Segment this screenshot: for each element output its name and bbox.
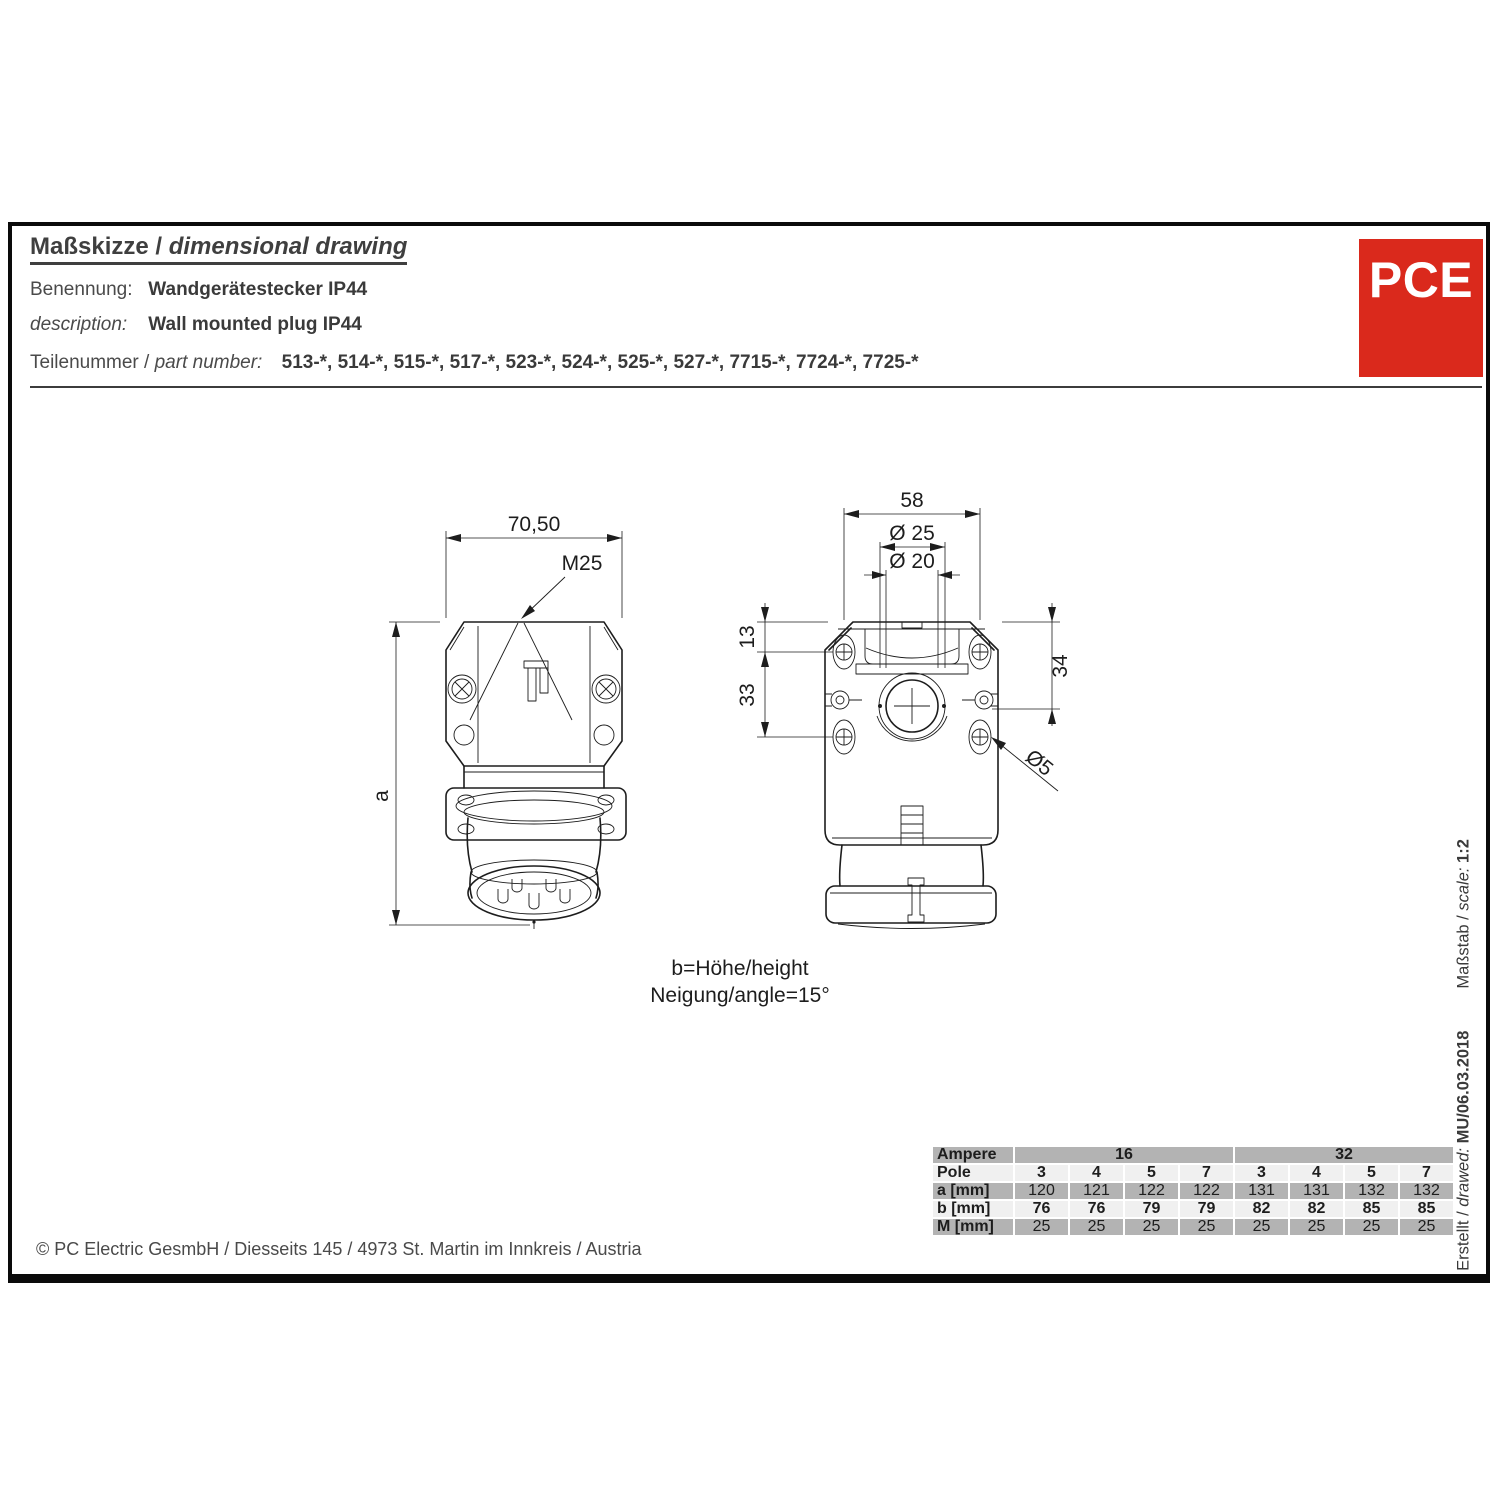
sheet-title-en: dimensional drawing bbox=[162, 233, 408, 260]
description-value: Wall mounted plug IP44 bbox=[148, 314, 362, 335]
name-label: Benennung: bbox=[30, 279, 133, 300]
front-view-drawing bbox=[370, 513, 626, 929]
scale-value: 1:2 bbox=[1454, 839, 1473, 863]
caption-height: b=Höhe/height bbox=[671, 957, 809, 980]
scale-label-en: scale: bbox=[1454, 862, 1473, 911]
table-cell: 4 bbox=[1070, 1165, 1123, 1181]
table-cell: 82 bbox=[1235, 1201, 1288, 1217]
part-number-label-de: Teilenummer / bbox=[30, 352, 155, 373]
table-label-a: a [mm] bbox=[933, 1183, 1013, 1199]
table-label-b: b [mm] bbox=[933, 1201, 1013, 1217]
table-cell: 76 bbox=[1015, 1201, 1068, 1217]
table-cell: 25 bbox=[1015, 1219, 1068, 1235]
created-label-en: drawed: bbox=[1454, 1143, 1473, 1207]
side-hole-dia-label: Ø5 bbox=[1020, 745, 1058, 781]
table-cell: 3 bbox=[1235, 1165, 1288, 1181]
part-number-value: 513-*, 514-*, 515-*, 517-*, 523-*, 524-*, 525-*, 527-*, 7715-*, 7724-*, 7725-* bbox=[281, 352, 919, 373]
table-cell: 25 bbox=[1235, 1219, 1288, 1235]
table-cell: 25 bbox=[1290, 1219, 1343, 1235]
pce-logo bbox=[1359, 239, 1483, 377]
table-row-b-mm bbox=[933, 1201, 1453, 1217]
part-number-row bbox=[30, 352, 919, 374]
side-slot-column-right bbox=[962, 635, 998, 754]
table-row-ampere bbox=[933, 1147, 1453, 1163]
side-width-dim-label: 58 bbox=[900, 489, 924, 512]
front-thread-dim-label: M25 bbox=[561, 552, 603, 575]
description-row bbox=[30, 314, 362, 336]
scale-label-de: Maßstab / bbox=[1454, 910, 1473, 989]
table-cell: 131 bbox=[1290, 1183, 1343, 1199]
table-cell: 3 bbox=[1015, 1165, 1068, 1181]
front-screw-right bbox=[592, 675, 620, 703]
table-cell: 79 bbox=[1125, 1201, 1178, 1217]
table-cell: 120 bbox=[1015, 1183, 1068, 1199]
table-row-pole bbox=[933, 1165, 1453, 1181]
table-cell: 25 bbox=[1070, 1219, 1123, 1235]
table-cell: 85 bbox=[1400, 1201, 1453, 1217]
table-cell: 25 bbox=[1180, 1219, 1233, 1235]
dimensions-table bbox=[931, 1145, 1455, 1237]
table-cell: 25 bbox=[1345, 1219, 1398, 1235]
side-outer-dia-label: Ø 25 bbox=[889, 522, 935, 545]
table-cell: 25 bbox=[1400, 1219, 1453, 1235]
name-row bbox=[30, 279, 367, 301]
description-label: description: bbox=[30, 314, 128, 335]
table-cell: 4 bbox=[1290, 1165, 1343, 1181]
table-cell: 5 bbox=[1345, 1165, 1398, 1181]
side-view-drawing bbox=[736, 489, 1072, 929]
table-cell: 76 bbox=[1070, 1201, 1123, 1217]
side-hole-spacing-label: 33 bbox=[736, 683, 759, 707]
table-cell: 85 bbox=[1345, 1201, 1398, 1217]
sheet-title-de: Maßskizze / bbox=[30, 233, 163, 260]
table-group-32: 32 bbox=[1235, 1147, 1453, 1163]
part-number-label-en: part number: bbox=[154, 352, 263, 373]
side-slot-column-left bbox=[825, 635, 862, 754]
plug-pins bbox=[498, 879, 570, 909]
pce-logo-text: PCE bbox=[1368, 252, 1474, 308]
side-inner-dia-label: Ø 20 bbox=[889, 550, 935, 573]
created-value: MU/06.03.2018 bbox=[1454, 1030, 1473, 1144]
table-label-pole: Pole bbox=[933, 1165, 1013, 1181]
side-depth-label: 34 bbox=[1049, 654, 1072, 678]
title-block-vertical-text bbox=[1455, 839, 1474, 1271]
table-cell: 121 bbox=[1070, 1183, 1123, 1199]
sheet-title bbox=[30, 233, 407, 265]
front-screw-left bbox=[448, 675, 476, 703]
table-cell: 131 bbox=[1235, 1183, 1288, 1199]
copyright-text: © PC Electric GesmbH / Diesseits 145 / 4973 St. Martin im Innkreis / Austria bbox=[36, 1239, 642, 1259]
table-row-m-mm bbox=[933, 1219, 1453, 1235]
table-row-a-mm bbox=[933, 1183, 1453, 1199]
table-cell: 132 bbox=[1400, 1183, 1453, 1199]
front-width-dim-label: 70,50 bbox=[507, 513, 561, 536]
table-cell: 5 bbox=[1125, 1165, 1178, 1181]
table-cell: 7 bbox=[1400, 1165, 1453, 1181]
table-cell: 25 bbox=[1125, 1219, 1178, 1235]
table-cell: 122 bbox=[1180, 1183, 1233, 1199]
dimensional-drawing bbox=[350, 470, 1140, 1040]
table-cell: 132 bbox=[1345, 1183, 1398, 1199]
caption-angle: Neigung/angle=15° bbox=[650, 984, 830, 1007]
table-cell: 7 bbox=[1180, 1165, 1233, 1181]
table-label-m: M [mm] bbox=[933, 1219, 1013, 1235]
header-separator-line bbox=[30, 386, 1482, 388]
table-cell: 82 bbox=[1290, 1201, 1343, 1217]
side-top-offset-label: 13 bbox=[736, 625, 759, 649]
table-group-16: 16 bbox=[1015, 1147, 1233, 1163]
table-cell: 122 bbox=[1125, 1183, 1178, 1199]
created-label-de: Erstellt / bbox=[1454, 1206, 1473, 1271]
front-height-dim-label: a bbox=[370, 790, 393, 802]
name-value: Wandgerätestecker IP44 bbox=[148, 279, 368, 300]
table-label-ampere: Ampere bbox=[933, 1147, 1013, 1163]
table-cell: 79 bbox=[1180, 1201, 1233, 1217]
